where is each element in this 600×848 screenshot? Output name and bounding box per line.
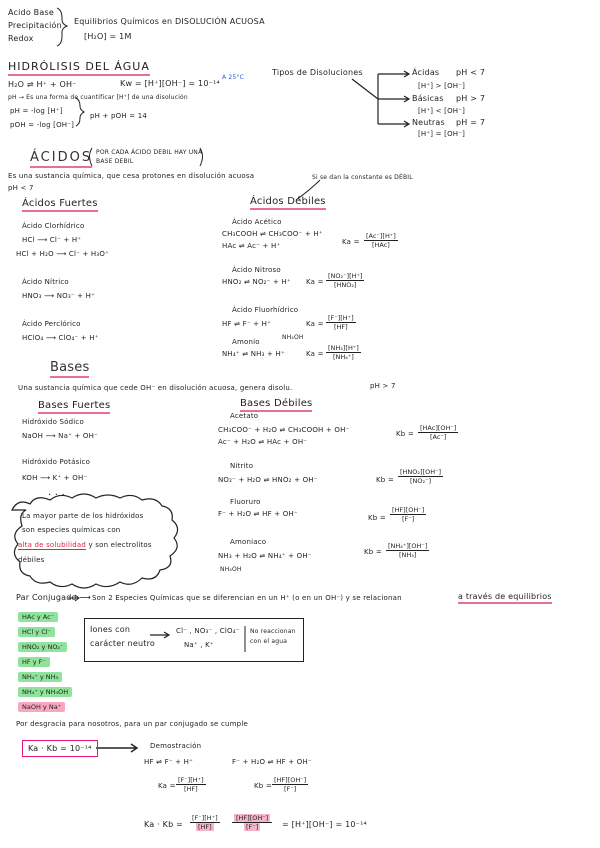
demo-eq: F⁻ + H₂O ⇌ HF + OH⁻ xyxy=(232,758,312,766)
weak-bases-title: Bases Débiles xyxy=(240,398,312,412)
weak-acid-eq: HNO₂ ⇌ NO₂⁻ + H⁺ xyxy=(222,278,291,286)
ka-label: Ka = xyxy=(158,782,176,790)
acids-definition: Es una sustancia química, que cesa protones en disolución acuosa xyxy=(8,172,255,180)
weak-base-extra: NH₄OH xyxy=(220,566,242,573)
hydrolysis-title: HIDRÓLISIS DEL ÁGUA xyxy=(8,60,150,76)
weak-base-k-label: Kb = xyxy=(368,514,386,522)
weak-base-name: Fluoruro xyxy=(230,498,261,506)
ka-fraction: $\frac{[F^-][H^+]}{[HF]}$ xyxy=(178,776,204,793)
bases-title: Bases xyxy=(50,360,89,378)
weak-base-eq: F⁻ + H₂O ⇌ HF + OH⁻ xyxy=(218,510,298,518)
cloud-text: y son electrolitos xyxy=(88,541,152,549)
final-fraction-1: $\frac{[F^-][H^+]}{[HF]}$ xyxy=(192,814,218,831)
conjugate-pair-tag: HAc y Ac⁻ xyxy=(18,612,58,622)
ellipsis: · · · xyxy=(48,490,65,501)
poh-formula: pOH = -log [OH⁻] xyxy=(10,121,75,129)
weak-constant-note: Si se dan la constante es DÉBIL xyxy=(312,174,413,181)
weak-base-k-label: Kb = xyxy=(396,430,414,438)
strong-base-eq: NaOH ⟶ Na⁺ + OH⁻ xyxy=(22,432,98,440)
weak-acid-k-fraction: [NO₂⁻][H⁺] [HNO₂] xyxy=(328,272,363,289)
cloud-highlight: alta de solubilidad xyxy=(18,541,87,549)
solution-acidic-name: Ácidas xyxy=(412,68,440,77)
solution-neutral-ph: pH = 7 xyxy=(456,118,486,127)
weak-base-eq: NH₃ + H₂O ⇌ NH₄⁺ + OH⁻ xyxy=(218,552,312,560)
solutions-title: Tipos de Disoluciones xyxy=(272,68,363,77)
solution-basic-ph: pH > 7 xyxy=(456,94,486,103)
final-fraction-2: $\frac{[HF][OH^-]}{[F^-]}$ xyxy=(232,814,272,831)
final-label: Ka · Kb = xyxy=(144,820,184,829)
conjugate-highlight: a través de equilibrios xyxy=(458,592,552,604)
kb-fraction: $\frac{[HF][OH^-]}{[F^-]}$ xyxy=(274,776,307,793)
strong-acid-name: Ácido Nítrico xyxy=(22,278,69,286)
kw-temperature-note: A 25°C xyxy=(222,74,245,81)
weak-acid-eq: CH₃COOH ⇌ CH₃COO⁻ + H⁺ xyxy=(222,230,323,238)
strong-base-name: Hidróxido Potásico xyxy=(22,458,91,466)
weak-acid-k-label: Ka = xyxy=(306,278,324,286)
ph-definition: pH → Es una forma de cuantificar [H⁺] de una disolución xyxy=(8,94,188,101)
strong-bases-title: Bases Fuertes xyxy=(38,400,110,414)
weak-base-name: Nitrito xyxy=(230,462,254,470)
strong-acid-name: Ácido Clorhídrico xyxy=(22,222,85,230)
strong-acid-eq: HCl ⟶ Cl⁻ + H⁺ xyxy=(22,236,82,244)
weak-acid-name: Ácido Acético xyxy=(232,218,282,226)
weak-base-k-label: Kb = xyxy=(376,476,394,484)
bases-definition: Una sustancia química que cede OH⁻ en disolución acuosa, genera disolu. xyxy=(18,384,293,392)
weak-acid-k-fraction: [Ac⁻][H⁺] [HAc] xyxy=(366,232,396,249)
solution-acidic-relation: [H⁺] > [OH⁻] xyxy=(418,82,466,90)
ph-formula: pH = -log [H⁺] xyxy=(10,107,63,115)
cloud-text: son especies químicas con xyxy=(22,526,121,534)
acids-note: POR CADA ÁCIDO DEBIL HAY UNA BASE DEBIL xyxy=(96,149,203,165)
weak-base-k-fraction: $\frac{\text{[NH₄⁺][OH⁻]}}{\text{[NH₃]}}$ xyxy=(388,542,428,559)
topic-precipitation: Precipitación xyxy=(8,21,62,30)
strong-acid-eq: HClO₄ ⟶ ClO₄⁻ + H⁺ xyxy=(22,334,99,342)
conjugate-pair-tag: NH₄⁺ y NH₄OH xyxy=(18,687,72,697)
weak-acid-k-fraction: $\frac{[F^-][H^+]}{[HF]}$ xyxy=(328,314,354,331)
conjugate-lead: Par Conjugado ⟶ xyxy=(16,593,92,602)
ka-kb-box: Ka · Kb = 10⁻¹⁴ xyxy=(22,740,98,757)
weak-acid-eq: HF ⇌ F⁻ + H⁺ xyxy=(222,320,272,328)
weak-base-eq: NO₂⁻ + H₂O ⇌ HNO₂ + OH⁻ xyxy=(218,476,318,484)
solution-neutral-name: Neutras xyxy=(412,118,445,127)
weak-acid-eq: NH₄⁺ ⇌ NH₃ + H⁺ xyxy=(222,350,285,358)
strong-acid-eq: HCl + H₂O ⟶ Cl⁻ + H₃O⁺ xyxy=(16,250,109,258)
demo-title: Demostración xyxy=(150,742,202,750)
conjugate-rule: Por desgracia para nosotros, para un par conjugado se cumple xyxy=(16,720,248,728)
acids-title: ÁCIDOS xyxy=(30,150,92,168)
strong-base-name: Hidróxido Sódico xyxy=(22,418,84,426)
weak-acid-k-label: Ka = xyxy=(306,350,324,358)
weak-acid-extra: NH₄OH xyxy=(282,334,304,341)
bases-ph: pH > 7 xyxy=(370,382,396,390)
topic-acid-base: Acido Base xyxy=(8,8,54,17)
ph-brace xyxy=(76,98,84,126)
weak-acid-name: Ácido Fluorhídrico xyxy=(232,306,299,314)
ph-poh-sum: pH + pOH = 14 xyxy=(90,112,148,120)
solution-basic-relation: [H⁺] < [OH⁻] xyxy=(418,107,466,115)
weak-acids-title: Ácidos Débiles xyxy=(250,196,326,210)
weak-acid-name: Ácido Nitroso xyxy=(232,266,281,274)
conjugate-pair-tag: NaOH y Na⁺ xyxy=(18,702,65,712)
acids-ph: pH < 7 xyxy=(8,184,34,192)
strong-acid-name: Ácido Perclórico xyxy=(22,320,81,328)
topic-redox: Redox xyxy=(8,34,34,43)
weak-base-eq: Ac⁻ + H₂O ⇌ HAc + OH⁻ xyxy=(218,438,308,446)
hydrolysis-reaction: H₂O ⇌ H⁺ + OH⁻ xyxy=(8,80,77,89)
weak-acid-name: Amonio xyxy=(232,338,260,346)
weak-base-k-fraction: [HAc][OH⁻] [Ac⁻] xyxy=(420,424,457,441)
strong-acid-eq: HNO₃ ⟶ NO₃⁻ + H⁺ xyxy=(22,292,96,300)
weak-acid-k-fraction: $\frac{\text{[NH₃][H⁺]}}{\text{[NH₄⁺]}}$ xyxy=(328,344,359,361)
strong-base-eq: KOH ⟶ K⁺ + OH⁻ xyxy=(22,474,88,482)
neutral-label: Iones con xyxy=(90,625,131,634)
solution-basic-name: Básicas xyxy=(412,94,444,103)
neutral-ions: Cl⁻ , NO₃⁻ , ClO₄⁻ xyxy=(176,627,240,635)
cloud-text: débiles xyxy=(18,556,45,564)
weak-acid-eq: HAc ⇌ Ac⁻ + H⁺ xyxy=(222,242,281,250)
strong-acids-title: Ácidos Fuertes xyxy=(22,198,98,212)
neutral-label: carácter neutro xyxy=(90,639,155,648)
kb-label: Kb = xyxy=(254,782,272,790)
weak-base-name: Amoniaco xyxy=(230,538,267,546)
demo-eq: HF ⇌ F⁻ + H⁺ xyxy=(144,758,194,766)
weak-acid-k-label: Ka = xyxy=(306,320,324,328)
page-title: Equilibrios Químicos en DISOLUCIÓN ACUOSA xyxy=(74,17,265,26)
kw-expression: Kw = [H⁺][OH⁻] = 10⁻¹⁴ xyxy=(120,79,220,88)
conjugate-pair-tag: NH₄⁺ y NH₃ xyxy=(18,672,62,682)
weak-base-k-label: Kb = xyxy=(364,548,382,556)
water-concentration: [H₂O] = 1M xyxy=(84,32,132,41)
neutral-ions: Na⁺ , K⁺ xyxy=(184,641,214,649)
weak-base-name: Acetato xyxy=(230,412,259,420)
weak-base-eq: CH₃COO⁻ + H₂O ⇌ CH₃COOH + OH⁻ xyxy=(218,426,350,434)
cloud-text: La mayor parte de los hidróxidos xyxy=(22,512,144,520)
final-result: = [H⁺][OH⁻] = 10⁻¹⁴ xyxy=(282,820,367,829)
weak-base-k-fraction: $\frac{[HF][OH^-]}{[F^-]}$ xyxy=(392,506,425,523)
conjugate-pair-tag: HNO₂ y NO₂⁻ xyxy=(18,642,67,652)
conjugate-pair-tag: HF y F⁻ xyxy=(18,657,50,667)
weak-base-k-fraction: [HNO₂][OH⁻] [NO₂⁻] xyxy=(400,468,442,485)
neutral-note: con el agua xyxy=(250,638,288,645)
solution-neutral-relation: [H⁺] = [OH⁻] xyxy=(418,130,466,138)
weak-acid-k-label: Ka = xyxy=(342,238,360,246)
conjugate-definition: Son 2 Especies Químicas que se diferencian en un H⁺ (o en un OH⁻) y se relacionan xyxy=(92,594,402,602)
solution-acidic-ph: pH < 7 xyxy=(456,68,486,77)
neutral-note: No reaccionan xyxy=(250,628,296,635)
conjugate-pair-tag: HCl y Cl⁻ xyxy=(18,627,55,637)
